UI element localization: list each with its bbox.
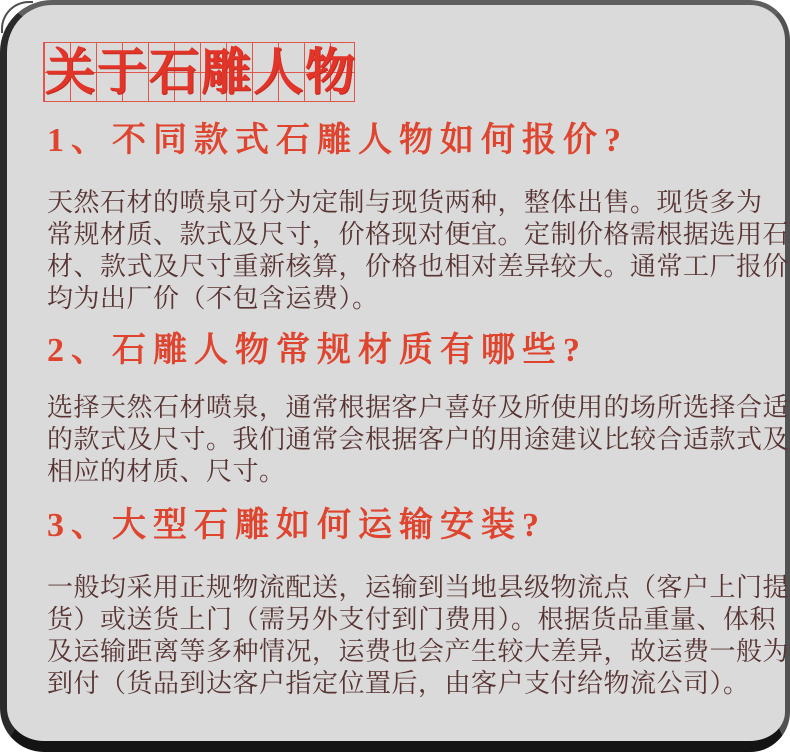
question-number: 2、 bbox=[47, 332, 112, 369]
question-number: 1、 bbox=[47, 122, 112, 159]
answer-line: 选择天然石材喷泉，通常根据客户喜好及所使用的场所选择合适 bbox=[47, 392, 790, 422]
answer-line: 货）或送货上门（需另外支付到门费用）。根据货品重量、体积 bbox=[47, 604, 777, 634]
answer-line: 均为出厂价（不包含运费）。 bbox=[47, 283, 379, 313]
title-character: 关 bbox=[45, 44, 95, 100]
title-character: 人 bbox=[253, 44, 303, 100]
question-text: 石雕人物常规材质有哪些? bbox=[112, 332, 587, 369]
title-character: 石 bbox=[149, 44, 199, 100]
faq-answer-3 bbox=[47, 571, 790, 699]
title-character: 雕 bbox=[201, 44, 251, 100]
outer-corner-line bbox=[1, 1, 33, 33]
question-text: 大型石雕如何运输安装? bbox=[112, 507, 546, 544]
answer-line: 一般均采用正规物流配送，运输到当地县级物流点（客户上门提 bbox=[47, 572, 790, 602]
question-number: 3、 bbox=[47, 507, 112, 544]
answer-line: 常规材质、款式及尺寸，价格现对便宜。定制价格需根据选用石 bbox=[47, 219, 790, 249]
question-text: 不同款式石雕人物如何报价? bbox=[112, 122, 628, 159]
answer-line: 天然石材的喷泉可分为定制与现货两种，整体出售。现货多为 bbox=[47, 187, 763, 217]
answer-line: 到付（货品到达客户指定位置后，由客户支付给物流公司）。 bbox=[47, 668, 750, 698]
answer-line: 相应的材质、尺寸。 bbox=[47, 456, 286, 486]
faq-question-2 bbox=[47, 327, 587, 375]
title-banner-grid bbox=[43, 42, 355, 102]
answer-line: 及运输距离等多种情况，运费也会产生较大差异，故运费一般为 bbox=[47, 636, 790, 666]
faq-answer-1 bbox=[47, 186, 790, 314]
faq-answer-2 bbox=[47, 391, 790, 487]
faq-question-1 bbox=[47, 117, 628, 165]
answer-line: 的款式及尺寸。我们通常会根据客户的用途建议比较合适款式及 bbox=[47, 424, 790, 454]
faq-question-3 bbox=[47, 502, 546, 550]
answer-line: 材、款式及尺寸重新核算，价格也相对差异较大。通常工厂报价 bbox=[47, 251, 790, 281]
title-character: 物 bbox=[305, 44, 355, 100]
title-character: 于 bbox=[97, 44, 147, 100]
